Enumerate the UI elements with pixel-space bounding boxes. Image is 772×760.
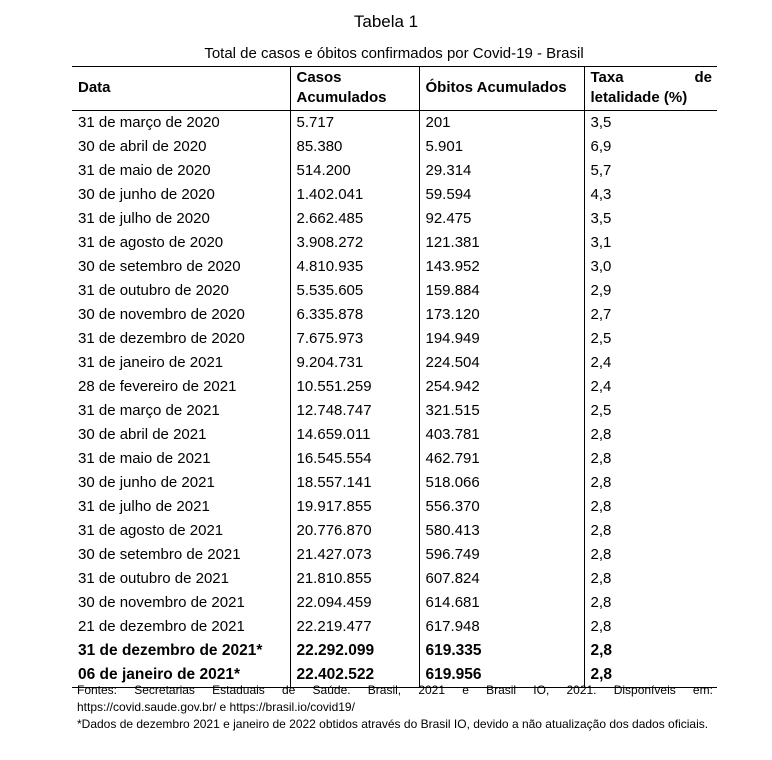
cell-date: 30 de abril de 2021 [78,426,207,443]
cell-date: 30 de setembro de 2021 [78,546,241,563]
table-caption: Total de casos e óbitos confirmados por Covid-19 - Brasil [204,45,584,62]
cell-taxa: 2,7 [584,303,717,327]
footnotes [77,682,713,733]
cell-date: 31 de março de 2020 [78,114,220,131]
cell-taxa: 2,8 [584,591,717,615]
cell-obitos: 5.901 [419,135,584,159]
cell-taxa: 2,5 [584,327,717,351]
cell-date: 31 de outubro de 2021 [78,570,229,587]
footnote-sources [77,682,713,716]
footnote-word: Fontes: [77,683,118,697]
cell-obitos: 518.066 [419,471,584,495]
footnote-note: *Dados de dezembro 2021 e janeiro de 2022 obtidos através do Brasil IO, devido a não atualização dos dados oficiais. [77,717,709,731]
footnote-word: em: [692,683,713,697]
cell-obitos: 224.504 [419,351,584,375]
cell-casos: 14.659.011 [290,423,419,447]
cell-obitos: 321.515 [419,399,584,423]
table-body [72,111,717,688]
cell-obitos: 617.948 [419,615,584,639]
table-row [72,111,717,136]
cell-obitos: 194.949 [419,327,584,351]
table-row [72,135,717,159]
cell-taxa: 2,8 [584,423,717,447]
cell-taxa: 2,4 [584,351,717,375]
cell-casos: 21.810.855 [290,567,419,591]
table-row [72,231,717,255]
header-casos-line1: Casos [296,69,342,86]
cell-obitos: 29.314 [419,159,584,183]
cell-casos: 12.748.747 [290,399,419,423]
cell-casos: 5.717 [290,111,419,136]
footnote-sources-line2: https://covid.saude.gov.br/ e https://brasil.io/covid19/ [77,700,355,714]
cell-date: 30 de junho de 2021 [78,474,215,491]
cell-obitos: 59.594 [419,183,584,207]
cell-casos: 1.402.041 [290,183,419,207]
cell-obitos: 254.942 [419,375,584,399]
cell-obitos: 462.791 [419,447,584,471]
table-row [72,159,717,183]
cell-date: 31 de maio de 2021 [78,450,211,467]
cell-date: 30 de novembro de 2021 [78,594,245,611]
cell-taxa: 3,1 [584,231,717,255]
cell-taxa: 2,8 [584,567,717,591]
cell-date: 31 de janeiro de 2021 [78,354,224,371]
cell-date: 06 de janeiro de 2021* [78,666,240,683]
cell-taxa: 2,5 [584,399,717,423]
cell-date: 31 de dezembro de 2020 [78,330,245,347]
cell-date: 31 de agosto de 2021 [78,522,224,539]
cell-casos: 21.427.073 [290,543,419,567]
header-data: Data [78,79,111,96]
cell-taxa: 2,8 [584,639,717,663]
footnote-word: IO, [533,683,550,697]
cell-date: 31 de outubro de 2020 [78,282,229,299]
header-taxa-word1: Taxa [590,69,624,86]
table-row [72,351,717,375]
cell-taxa: 2,8 [584,663,717,688]
cell-casos: 514.200 [290,159,419,183]
footnote-word: Saúde. [312,683,351,697]
table-row [72,471,717,495]
table-number-title: Tabela 1 [353,12,419,31]
table-row [72,183,717,207]
cell-date: 31 de maio de 2020 [78,162,211,179]
table-row [72,399,717,423]
table-row [72,519,717,543]
cell-date: 30 de novembro de 2020 [78,306,245,323]
cell-casos: 22.219.477 [290,615,419,639]
cell-taxa: 2,8 [584,615,717,639]
footnote-word: e [462,683,469,697]
table-row [72,495,717,519]
cell-casos: 5.535.605 [290,279,419,303]
table-row [72,207,717,231]
cell-casos: 6.335.878 [290,303,419,327]
cell-casos: 19.917.855 [290,495,419,519]
table-row [72,591,717,615]
cell-date: 21 de dezembro de 2021 [78,618,245,635]
cell-casos: 4.810.935 [290,255,419,279]
footnote-word: Brasil [486,683,517,697]
cell-date: 30 de junho de 2020 [78,186,215,203]
cell-taxa: 6,9 [584,135,717,159]
cell-obitos: 614.681 [419,591,584,615]
header-casos-acumulados [290,67,419,111]
cell-obitos: 201 [419,111,584,136]
cell-taxa: 2,9 [584,279,717,303]
header-obitos-acumulados: Óbitos Acumulados [419,67,584,111]
table-row [72,447,717,471]
cell-date: 30 de setembro de 2020 [78,258,241,275]
cell-obitos: 121.381 [419,231,584,255]
footnote-word: 2021. [566,683,597,697]
table-row [72,639,717,663]
cell-casos: 22.094.459 [290,591,419,615]
cell-date: 31 de março de 2021 [78,402,220,419]
footnote-word: Brasil, [367,683,402,697]
footnote-sources-line1 [77,682,713,699]
header-casos-line2: Acumulados [296,89,387,106]
cell-date: 31 de dezembro de 2021* [78,642,263,659]
cell-taxa: 2,8 [584,447,717,471]
cell-obitos: 580.413 [419,519,584,543]
cell-obitos: 173.120 [419,303,584,327]
cell-obitos: 619.335 [419,639,584,663]
cell-taxa: 3,0 [584,255,717,279]
table-header-row [72,67,717,111]
table-row [72,303,717,327]
table-row [72,423,717,447]
table-row [72,543,717,567]
cell-casos: 20.776.870 [290,519,419,543]
header-taxa-line2: letalidade (%) [590,89,688,106]
cell-taxa: 3,5 [584,207,717,231]
cell-casos: 16.545.554 [290,447,419,471]
cell-casos: 2.662.485 [290,207,419,231]
cell-obitos: 159.884 [419,279,584,303]
cell-casos: 85.380 [290,135,419,159]
cell-date: 30 de abril de 2020 [78,138,207,155]
footnote-word: Estaduais [212,683,265,697]
cell-obitos: 596.749 [419,543,584,567]
table-row [72,615,717,639]
table-row [72,375,717,399]
cell-date: 31 de julho de 2021 [78,498,210,515]
cell-obitos: 92.475 [419,207,584,231]
cell-taxa: 2,8 [584,495,717,519]
footnote-word: Disponíveis [613,683,676,697]
covid-data-table [72,66,717,688]
table-row [72,327,717,351]
cell-casos: 22.402.522 [290,663,419,688]
cell-taxa: 2,4 [584,375,717,399]
cell-casos: 10.551.259 [290,375,419,399]
table-row [72,279,717,303]
cell-date: 31 de julho de 2020 [78,210,210,227]
table-row [72,567,717,591]
footnote-word: 2021 [418,683,446,697]
cell-casos: 22.292.099 [290,639,419,663]
cell-taxa: 2,8 [584,519,717,543]
cell-obitos: 143.952 [419,255,584,279]
cell-obitos: 403.781 [419,423,584,447]
cell-casos: 18.557.141 [290,471,419,495]
cell-casos: 7.675.973 [290,327,419,351]
cell-taxa: 4,3 [584,183,717,207]
cell-taxa: 2,8 [584,471,717,495]
cell-obitos: 607.824 [419,567,584,591]
cell-date: 31 de agosto de 2020 [78,234,224,251]
footnote-word: Secretarias [134,683,195,697]
header-taxa-letalidade [584,67,717,111]
cell-taxa: 3,5 [584,111,717,136]
cell-obitos: 619.956 [419,663,584,688]
footnote-word: de [282,683,296,697]
cell-taxa: 2,8 [584,543,717,567]
cell-date: 28 de fevereiro de 2021 [78,378,237,395]
cell-casos: 9.204.731 [290,351,419,375]
cell-taxa: 5,7 [584,159,717,183]
header-taxa-word2: de [694,69,712,86]
cell-obitos: 556.370 [419,495,584,519]
cell-casos: 3.908.272 [290,231,419,255]
table-row [72,255,717,279]
